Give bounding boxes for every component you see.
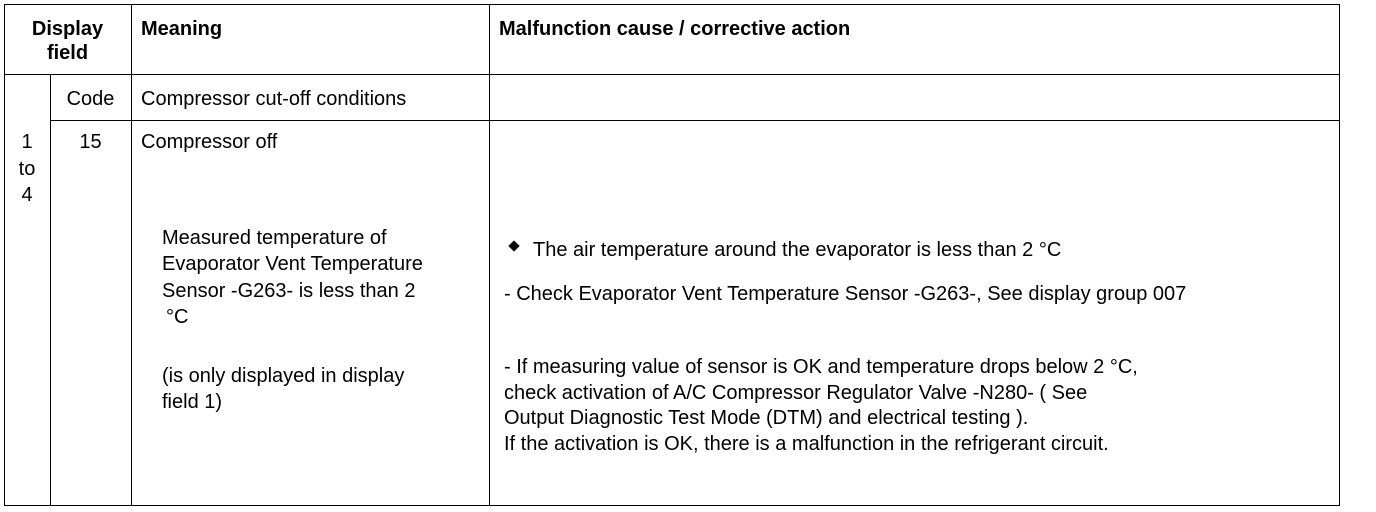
bullet-text: The air temperature around the evaporator is less than 2 °C	[533, 239, 1062, 261]
entry-title: Compressor off	[141, 131, 278, 153]
note-line: (is only displayed in display	[162, 365, 405, 387]
check-sensor-text: - Check Evaporator Vent Temperature Sensor -G263-, See display group 007	[504, 283, 1187, 305]
header-bottom-line	[4, 74, 1340, 75]
meaning-line: Evaporator Vent Temperature	[162, 253, 423, 275]
column-divider-meaning	[489, 4, 490, 506]
action-line: check activation of A/C Compressor Regulator Valve -N280- ( See	[504, 382, 1088, 404]
action-line: If the activation is OK, there is a malfunction in the refrigerant circuit.	[504, 433, 1109, 455]
column-divider-display	[131, 4, 132, 506]
header-display-field-line2: field	[46, 42, 89, 64]
meaning-line: °C	[166, 306, 189, 328]
header-meaning: Meaning	[141, 18, 223, 40]
meaning-line: Measured temperature of	[162, 227, 387, 249]
code-label: Code	[66, 88, 115, 110]
field-range-to: to	[18, 158, 36, 180]
note-line: field 1)	[162, 391, 223, 413]
code-row-bottom-line	[50, 120, 1340, 121]
code-row-meaning: Compressor cut-off conditions	[141, 88, 407, 110]
header-cause: Malfunction cause / corrective action	[499, 18, 851, 40]
field-range-1: 1	[21, 131, 33, 153]
entry-code: 15	[79, 131, 102, 153]
action-line: - If measuring value of sensor is OK and temperature drops below 2 °C,	[504, 356, 1138, 378]
header-display-field-line1: Display	[31, 18, 104, 40]
field-range-4: 4	[21, 184, 33, 206]
meaning-line: Sensor -G263- is less than 2	[162, 280, 416, 302]
action-line: Output Diagnostic Test Mode (DTM) and electrical testing ).	[504, 407, 1029, 429]
